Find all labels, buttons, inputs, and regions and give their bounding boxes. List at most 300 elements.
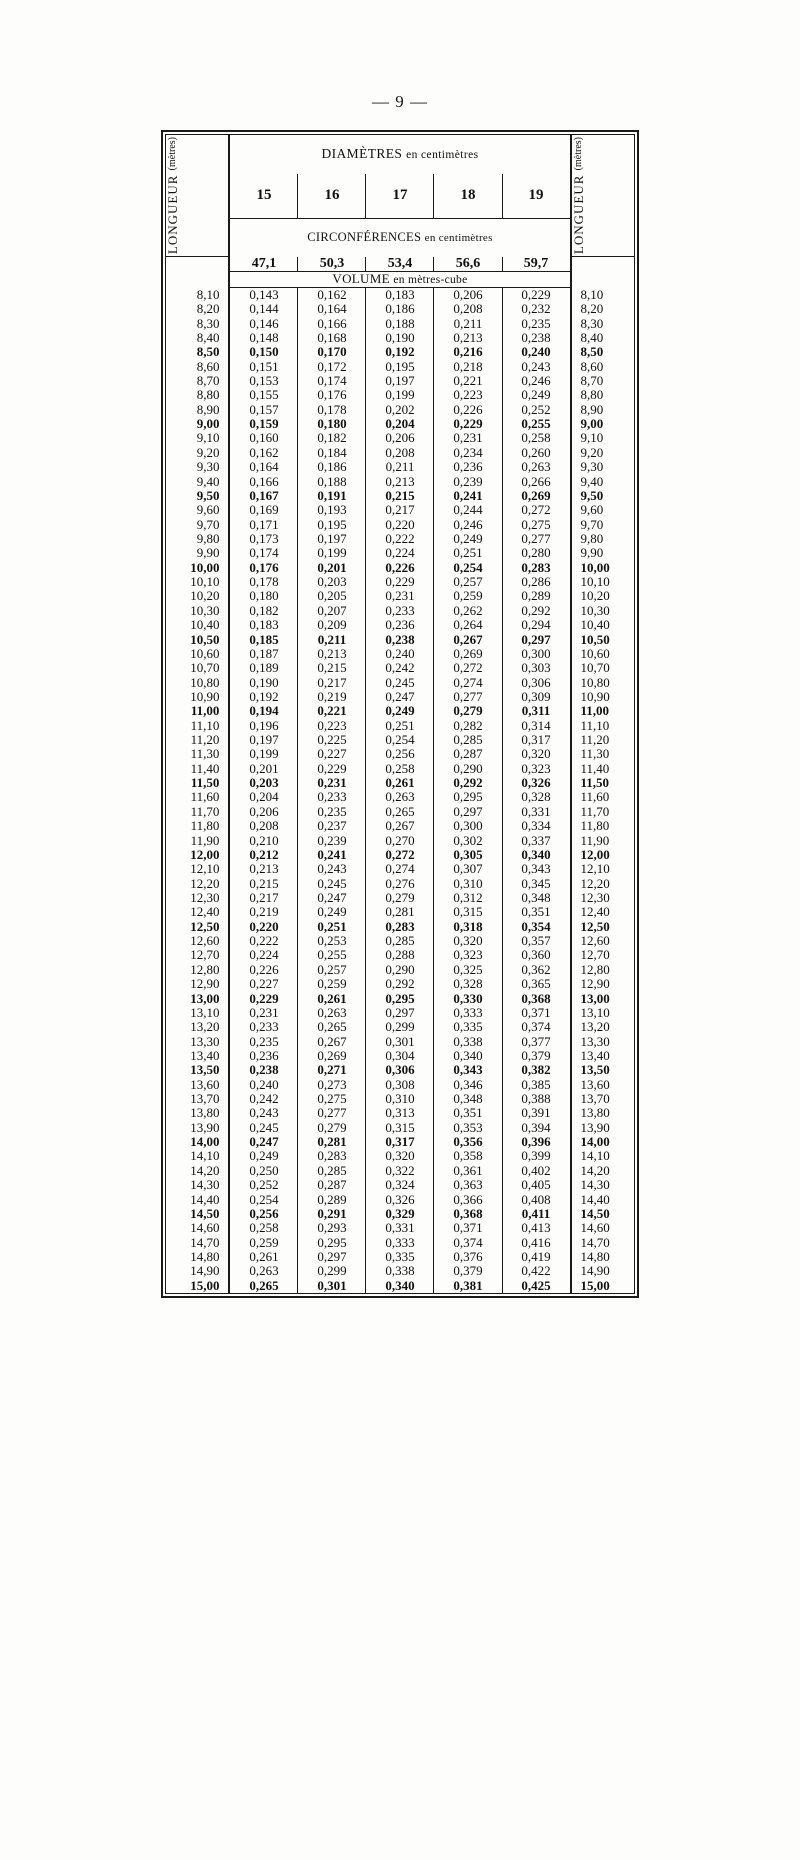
row-length-right: 10,20 [571, 589, 634, 603]
row-volume-cell: 0,249 [502, 388, 571, 402]
volume-table-body [166, 287, 634, 1293]
row-volume-cell: 0,281 [298, 1135, 366, 1149]
row-volume-cell: 0,308 [366, 1077, 434, 1091]
row-volume-cell: 0,351 [434, 1106, 502, 1120]
row-length-right: 10,10 [571, 575, 634, 589]
diameter-value-4: 18 [434, 174, 502, 218]
table-row [166, 991, 634, 1005]
row-volume-cell: 0,411 [502, 1207, 571, 1221]
row-volume-cell: 0,240 [502, 345, 571, 359]
circumference-value-5: 59,7 [502, 257, 571, 272]
row-volume-cell: 0,263 [249, 1263, 279, 1279]
diameter-value-5: 19 [502, 174, 571, 218]
row-volume-cell: 0,213 [249, 861, 279, 877]
table-row [166, 1250, 634, 1264]
row-volume-cell: 0,292 [502, 604, 571, 618]
row-volume-cell: 0,303 [502, 661, 571, 675]
row-length-left: 8,70 [166, 374, 229, 388]
row-volume-cell: 0,365 [502, 977, 571, 991]
row-volume-cell: 0,362 [502, 962, 571, 976]
row-length-left: 9,90 [166, 546, 229, 560]
row-length-left: 14,40 [166, 1192, 229, 1206]
row-volume-cell: 0,374 [502, 1020, 571, 1034]
row-volume-cell: 0,425 [502, 1278, 571, 1292]
row-volume-cell: 0,328 [434, 977, 502, 991]
row-volume-cell: 0,348 [434, 1092, 502, 1106]
row-length-right: 10,40 [571, 618, 634, 632]
row-length-right: 10,70 [571, 661, 634, 675]
row-volume-cell: 0,263 [502, 460, 571, 474]
row-volume-cell: 0,252 [249, 1177, 279, 1193]
row-volume-cell: 0,174 [298, 374, 366, 388]
row-volume-cell: 0,301 [366, 1034, 434, 1048]
row-volume-cell: 0,203 [249, 775, 279, 791]
row-volume-cell: 0,236 [434, 460, 502, 474]
row-volume-cell: 0,354 [502, 919, 571, 933]
row-length-left: 9,70 [166, 517, 229, 531]
row-volume-cell: 0,356 [434, 1135, 502, 1149]
row-volume-cell: 0,238 [366, 632, 434, 646]
row-length-right: 14,40 [571, 1192, 634, 1206]
row-volume-cell: 0,413 [502, 1221, 571, 1235]
row-volume-cell: 0,343 [502, 862, 571, 876]
row-length-left: 11,10 [166, 718, 229, 732]
table-row [166, 359, 634, 373]
row-length-right: 11,80 [571, 819, 634, 833]
row-volume-cell: 0,279 [366, 891, 434, 905]
row-volume-cell: 0,366 [434, 1192, 502, 1206]
table-row [166, 374, 634, 388]
table-row [166, 575, 634, 589]
row-volume-cell: 0,166 [298, 316, 366, 330]
row-volume-cell: 0,258 [502, 431, 571, 445]
row-volume-cell: 0,235 [298, 805, 366, 819]
row-volume-cell: 0,322 [366, 1164, 434, 1178]
row-volume-cell: 0,206 [434, 287, 502, 302]
table-row [166, 1207, 634, 1221]
row-length-left: 12,70 [166, 948, 229, 962]
row-volume-cell: 0,314 [502, 718, 571, 732]
row-volume-cell: 0,225 [298, 733, 366, 747]
row-volume-cell: 0,289 [502, 589, 571, 603]
row-volume-cell: 0,218 [434, 359, 502, 373]
row-volume-cell: 0,394 [502, 1120, 571, 1134]
row-length-left: 10,10 [166, 575, 229, 589]
row-volume-cell: 0,229 [502, 287, 571, 302]
row-length-left: 10,20 [166, 589, 229, 603]
row-volume-cell: 0,178 [298, 402, 366, 416]
row-volume-cell: 0,236 [249, 1047, 279, 1063]
row-volume-cell: 0,182 [249, 602, 279, 618]
row-volume-cell: 0,235 [249, 1033, 279, 1049]
header-longueur-right [571, 135, 634, 257]
row-length-right: 14,80 [571, 1250, 634, 1264]
row-volume-cell: 0,146 [249, 315, 279, 331]
row-volume-cell: 0,245 [298, 876, 366, 890]
table-row [166, 302, 634, 316]
row-volume-cell: 0,285 [298, 1164, 366, 1178]
row-volume-cell: 0,249 [249, 1148, 279, 1164]
row-volume-cell: 0,232 [502, 302, 571, 316]
table-row [166, 316, 634, 330]
table-row [166, 733, 634, 747]
row-volume-cell: 0,333 [434, 1006, 502, 1020]
row-volume-cell: 0,256 [249, 1205, 279, 1221]
row-volume-cell: 0,223 [298, 718, 366, 732]
row-length-left: 9,60 [166, 503, 229, 517]
row-length-right: 12,50 [571, 919, 634, 933]
row-volume-cell: 0,275 [502, 517, 571, 531]
row-volume-cell: 0,160 [249, 430, 279, 446]
circumferences-values-row [166, 257, 634, 272]
row-volume-cell: 0,162 [249, 444, 279, 460]
row-length-left: 11,70 [166, 805, 229, 819]
row-volume-cell: 0,208 [249, 818, 279, 834]
row-volume-cell: 0,249 [366, 704, 434, 718]
row-volume-cell: 0,257 [298, 962, 366, 976]
table-row [166, 833, 634, 847]
row-length-right: 8,60 [571, 359, 634, 373]
row-volume-cell: 0,229 [366, 575, 434, 589]
table-row [166, 1135, 634, 1149]
row-volume-cell: 0,215 [298, 661, 366, 675]
row-volume-cell: 0,144 [249, 301, 279, 317]
header-longueur-left-line1: LONGUEUR [165, 174, 180, 255]
table-row [166, 345, 634, 359]
row-volume-cell: 0,286 [502, 575, 571, 589]
row-length-right: 9,30 [571, 460, 634, 474]
row-volume-cell: 0,279 [298, 1120, 366, 1134]
row-volume-cell: 0,388 [502, 1092, 571, 1106]
row-volume-cell: 0,245 [249, 1119, 279, 1135]
row-volume-cell: 0,320 [434, 934, 502, 948]
row-volume-cell: 0,222 [366, 532, 434, 546]
spacer-right-circ [571, 257, 634, 272]
row-volume-cell: 0,315 [434, 905, 502, 919]
diameters-title-main: DIAMÈTRES [321, 146, 403, 162]
row-length-left: 14,60 [166, 1221, 229, 1235]
row-length-right: 9,10 [571, 431, 634, 445]
row-length-left: 11,60 [166, 790, 229, 804]
row-length-left: 12,60 [166, 934, 229, 948]
row-volume-cell: 0,371 [502, 1006, 571, 1020]
row-volume-cell: 0,323 [434, 948, 502, 962]
row-volume-cell: 0,283 [502, 560, 571, 574]
row-length-left: 9,30 [166, 460, 229, 474]
diameters-title-rest: en centimètres [406, 149, 479, 162]
row-length-right: 14,00 [571, 1135, 634, 1149]
table-row [166, 604, 634, 618]
row-volume-cell: 0,233 [298, 790, 366, 804]
row-length-left: 8,20 [166, 302, 229, 316]
row-length-left: 13,30 [166, 1034, 229, 1048]
row-volume-cell: 0,300 [502, 647, 571, 661]
row-length-right: 12,80 [571, 962, 634, 976]
row-volume-cell: 0,338 [434, 1034, 502, 1048]
row-volume-cell: 0,249 [298, 905, 366, 919]
row-length-right: 13,90 [571, 1120, 634, 1134]
row-volume-cell: 0,343 [434, 1063, 502, 1077]
row-volume-cell: 0,220 [249, 918, 279, 934]
volume-table-inner-frame [165, 134, 635, 1294]
row-length-left: 13,50 [166, 1063, 229, 1077]
row-length-left: 10,50 [166, 632, 229, 646]
row-volume-cell: 0,201 [249, 760, 279, 776]
row-volume-cell: 0,176 [298, 388, 366, 402]
row-volume-cell: 0,338 [366, 1264, 434, 1278]
row-volume-cell: 0,391 [502, 1106, 571, 1120]
header-longueur-left [166, 135, 229, 257]
table-row [166, 962, 634, 976]
row-volume-cell: 0,182 [298, 431, 366, 445]
row-volume-cell: 0,190 [249, 674, 279, 690]
circumference-value-2: 50,3 [298, 257, 366, 272]
row-length-right: 13,00 [571, 991, 634, 1005]
row-volume-cell: 0,337 [502, 833, 571, 847]
row-volume-cell: 0,243 [502, 359, 571, 373]
row-volume-cell: 0,254 [366, 733, 434, 747]
row-length-left: 8,40 [166, 331, 229, 345]
header-longueur-right-text [572, 135, 585, 256]
row-length-right: 9,40 [571, 474, 634, 488]
volume-title-rest: en mètres-cube [393, 274, 468, 287]
row-length-left: 9,20 [166, 446, 229, 460]
row-volume-cell: 0,224 [249, 947, 279, 963]
row-volume-cell: 0,258 [366, 761, 434, 775]
row-volume-cell: 0,173 [249, 531, 279, 546]
row-volume-cell: 0,240 [249, 1076, 279, 1092]
table-row [166, 1178, 634, 1192]
row-volume-cell: 0,348 [502, 891, 571, 905]
row-length-right: 10,90 [571, 690, 634, 704]
row-volume-cell: 0,279 [434, 704, 502, 718]
table-row [166, 1034, 634, 1048]
row-length-right: 9,00 [571, 417, 634, 431]
spacer-left-circ [166, 257, 229, 272]
row-length-left: 10,90 [166, 690, 229, 704]
diameters-values-row [166, 174, 634, 218]
row-volume-cell: 0,331 [366, 1221, 434, 1235]
row-length-left: 9,80 [166, 532, 229, 546]
row-volume-cell: 0,178 [249, 574, 279, 590]
row-volume-cell: 0,358 [434, 1149, 502, 1163]
row-volume-cell: 0,300 [434, 819, 502, 833]
row-volume-cell: 0,238 [502, 331, 571, 345]
row-length-right: 9,50 [571, 489, 634, 503]
row-volume-cell: 0,267 [366, 819, 434, 833]
row-volume-cell: 0,419 [502, 1250, 571, 1264]
row-volume-cell: 0,209 [298, 618, 366, 632]
row-volume-cell: 0,251 [434, 546, 502, 560]
row-volume-cell: 0,197 [298, 532, 366, 546]
row-volume-cell: 0,185 [249, 631, 279, 647]
row-length-right: 9,70 [571, 517, 634, 531]
row-volume-cell: 0,206 [249, 803, 279, 819]
row-volume-cell: 0,208 [434, 302, 502, 316]
row-volume-cell: 0,159 [249, 416, 279, 432]
row-length-left: 12,40 [166, 905, 229, 919]
row-volume-cell: 0,170 [298, 345, 366, 359]
row-volume-cell: 0,188 [298, 474, 366, 488]
row-volume-cell: 0,243 [249, 1105, 279, 1121]
row-volume-cell: 0,272 [502, 503, 571, 517]
row-volume-cell: 0,340 [434, 1049, 502, 1063]
table-row [166, 417, 634, 431]
row-volume-cell: 0,221 [298, 704, 366, 718]
volume-title [229, 272, 570, 287]
row-volume-cell: 0,213 [434, 331, 502, 345]
row-length-right: 8,10 [571, 287, 634, 302]
row-volume-cell: 0,193 [298, 503, 366, 517]
table-row [166, 761, 634, 775]
row-volume-cell: 0,204 [366, 417, 434, 431]
volume-title-row [166, 272, 634, 287]
row-volume-cell: 0,385 [502, 1077, 571, 1091]
row-volume-cell: 0,269 [434, 647, 502, 661]
row-volume-cell: 0,223 [434, 388, 502, 402]
row-length-right: 14,70 [571, 1235, 634, 1249]
row-volume-cell: 0,323 [502, 761, 571, 775]
row-volume-cell: 0,258 [249, 1220, 279, 1236]
table-row [166, 948, 634, 962]
row-volume-cell: 0,205 [298, 589, 366, 603]
table-row [166, 532, 634, 546]
row-length-right: 12,20 [571, 876, 634, 890]
row-length-left: 8,50 [166, 345, 229, 359]
row-volume-cell: 0,208 [366, 446, 434, 460]
row-volume-cell: 0,292 [366, 977, 434, 991]
row-length-left: 15,00 [166, 1278, 229, 1292]
row-length-right: 11,30 [571, 747, 634, 761]
row-length-left: 11,00 [166, 704, 229, 718]
row-volume-cell: 0,282 [434, 718, 502, 732]
row-volume-cell: 0,226 [434, 402, 502, 416]
row-length-right: 13,20 [571, 1020, 634, 1034]
row-volume-cell: 0,287 [434, 747, 502, 761]
table-row [166, 402, 634, 416]
row-length-left: 12,20 [166, 876, 229, 890]
row-volume-cell: 0,361 [434, 1164, 502, 1178]
row-volume-cell: 0,204 [249, 789, 279, 805]
row-volume-cell: 0,267 [434, 632, 502, 646]
row-volume-cell: 0,285 [366, 934, 434, 948]
row-length-right: 12,60 [571, 934, 634, 948]
row-length-right: 9,80 [571, 532, 634, 546]
row-length-left: 11,90 [166, 833, 229, 847]
table-row [166, 331, 634, 345]
table-row [166, 905, 634, 919]
table-row [166, 1077, 634, 1091]
spacer-right-vol [571, 272, 634, 287]
row-volume-cell: 0,297 [502, 632, 571, 646]
row-volume-cell: 0,263 [366, 790, 434, 804]
header-longueur-left-text [166, 135, 179, 256]
row-volume-cell: 0,206 [366, 431, 434, 445]
row-volume-cell: 0,283 [298, 1149, 366, 1163]
row-length-left: 13,40 [166, 1049, 229, 1063]
row-length-left: 9,10 [166, 431, 229, 445]
row-length-left: 14,30 [166, 1178, 229, 1192]
row-volume-cell: 0,272 [434, 661, 502, 675]
table-row [166, 876, 634, 890]
row-volume-cell: 0,252 [502, 402, 571, 416]
row-length-right: 10,60 [571, 647, 634, 661]
row-volume-cell: 0,199 [366, 388, 434, 402]
row-volume-cell: 0,202 [366, 402, 434, 416]
row-length-left: 10,80 [166, 675, 229, 689]
row-volume-cell: 0,297 [366, 1006, 434, 1020]
row-volume-cell: 0,201 [298, 560, 366, 574]
row-volume-cell: 0,299 [366, 1020, 434, 1034]
row-volume-cell: 0,229 [434, 417, 502, 431]
table-row [166, 1120, 634, 1134]
row-volume-cell: 0,199 [298, 546, 366, 560]
row-length-left: 14,20 [166, 1164, 229, 1178]
row-length-right: 12,10 [571, 862, 634, 876]
row-volume-cell: 0,271 [298, 1063, 366, 1077]
row-length-left: 14,50 [166, 1207, 229, 1221]
row-volume-cell: 0,155 [249, 387, 279, 403]
row-volume-cell: 0,194 [249, 703, 279, 719]
row-volume-cell: 0,164 [298, 302, 366, 316]
row-volume-cell: 0,293 [298, 1221, 366, 1235]
row-volume-cell: 0,265 [366, 805, 434, 819]
row-volume-cell: 0,368 [434, 1207, 502, 1221]
row-volume-cell: 0,325 [434, 962, 502, 976]
row-length-right: 10,50 [571, 632, 634, 646]
spacer-left-vol [166, 272, 229, 287]
row-volume-cell: 0,186 [298, 460, 366, 474]
circumferences-title [229, 218, 570, 256]
row-length-left: 12,50 [166, 919, 229, 933]
row-length-left: 11,40 [166, 761, 229, 775]
row-volume-cell: 0,188 [366, 316, 434, 330]
row-length-right: 15,00 [571, 1278, 634, 1292]
row-volume-cell: 0,233 [366, 604, 434, 618]
row-volume-cell: 0,317 [366, 1135, 434, 1149]
row-volume-cell: 0,304 [366, 1049, 434, 1063]
header-longueur-right-line2: (mètres) [572, 137, 584, 171]
row-length-right: 11,20 [571, 733, 634, 747]
row-length-right: 9,20 [571, 446, 634, 460]
circumferences-title-main: CIRCONFÉRENCES [307, 229, 422, 244]
row-volume-cell: 0,143 [249, 286, 279, 302]
row-volume-cell: 0,203 [298, 575, 366, 589]
row-volume-cell: 0,289 [298, 1192, 366, 1206]
table-row [166, 1192, 634, 1206]
row-volume-cell: 0,167 [249, 487, 279, 503]
row-volume-cell: 0,422 [502, 1264, 571, 1278]
row-volume-cell: 0,353 [434, 1120, 502, 1134]
row-length-right: 11,50 [571, 776, 634, 790]
row-volume-cell: 0,307 [434, 862, 502, 876]
row-volume-cell: 0,311 [502, 704, 571, 718]
row-volume-cell: 0,242 [366, 661, 434, 675]
row-volume-cell: 0,197 [366, 374, 434, 388]
table-row [166, 517, 634, 531]
row-length-right: 12,70 [571, 948, 634, 962]
row-volume-cell: 0,266 [502, 474, 571, 488]
row-length-right: 8,70 [571, 374, 634, 388]
row-length-left: 13,80 [166, 1106, 229, 1120]
row-length-left: 12,10 [166, 862, 229, 876]
row-volume-cell: 0,259 [298, 977, 366, 991]
row-volume-cell: 0,260 [502, 446, 571, 460]
row-volume-cell: 0,234 [434, 446, 502, 460]
row-volume-cell: 0,153 [249, 373, 279, 389]
row-length-left: 13,70 [166, 1092, 229, 1106]
table-row [166, 474, 634, 488]
